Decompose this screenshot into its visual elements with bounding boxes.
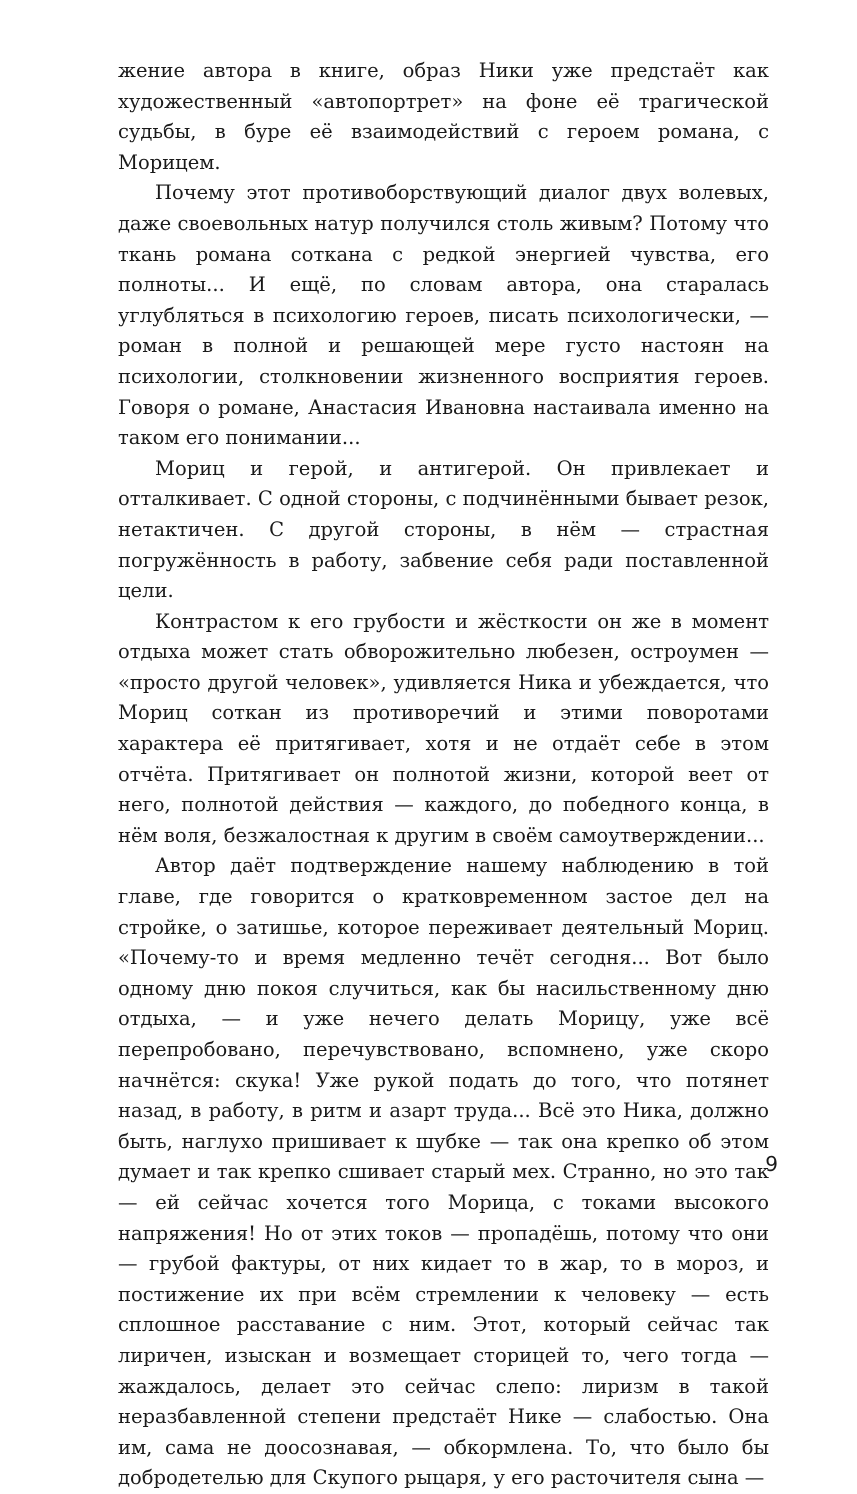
paragraph: Автор даёт подтверждение нашему наблюдению в той главе, где говорится о кратковременном застое дел на стройке, о затишье, которое переживает деятельный Мориц. «Почему-то и время медленно течёт сегодня... Вот было одному дню покоя случиться, как бы насильственному дню отдыха, — и уже нечего делать Морицу, уже всё перепробовано, перечувствовано, вспомнено, уже скоро начнётся: скука! Уже рукой подать до того, что потянет назад, в работу, в ритм и азарт труда... Всё это Ника, должно быть, наглухо пришивает к шубке — так она крепко об этом думает и так крепко сшивает старый мех. Странно, но это так — ей сейчас хочется того Морица, с токами высокого напряжения! Но от этих токов — пропадёшь, потому что они — грубой фактуры, от них кидает то в жар, то в мороз, и постижение их при всём стремлении к человеку — есть сплошное расставание с ним. Этот, который сейчас так лиричен, изыскан и возмещает сторицей то, чего тогда — жаждалось, делает это сейчас слепо: лиризм в такой неразбавленной степени предстаёт Нике — слабостью. Она им, сама не доосознавая, — обкормлена. То, что было бы добродетелью для Скупого рыцаря, у его расточителя сына — <box>118 854 769 1490</box>
page-body <box>118 56 769 1494</box>
paragraph: Контрастом к его грубости и жёсткости он же в момент отдыха может стать обворожительно любезен, остроумен — «просто другой человек», удивляется Ника и убеждается, что Мориц соткан из противоречий и этими поворотами характера её притягивает, хотя и не отдаёт себе в этом отчёта. Притягивает он полнотой жизни, которой веет от него, полнотой действия — каждого, до победного конца, в нём воля, безжалостная к другим в своём самоутверждении... <box>118 609 769 847</box>
paragraph: жение автора в книге, образ Ники уже предстаёт как художественный «автопортрет» на фоне её трагической судьбы, в буре её взаимодействий с героем романа, с Морицем. <box>118 59 769 174</box>
body-text <box>118 56 769 1494</box>
page-number: 9 <box>765 1152 778 1176</box>
paragraph: Мориц и герой, и антигерой. Он привлекает и отталкивает. С одной стороны, с подчинёнными бывает резок, нетактичен. С другой стороны, в нём — страстная погружённость в работу, забвение себя ради поставленной цели. <box>118 456 769 603</box>
paragraph: Почему этот противоборствующий диалог двух волевых, даже своевольных натур получился столь живым? Потому что ткань романа соткана с редкой энергией чувства, его полноты... И ещё, по словам автора, она старалась углубляться в психологию героев, писать психологически, — роман в полной и решающей мере густо настоян на психологии, столкновении жизненного восприятия героев. Говоря о романе, Анастасия Ивановна настаивала именно на таком его понимании... <box>118 181 769 450</box>
